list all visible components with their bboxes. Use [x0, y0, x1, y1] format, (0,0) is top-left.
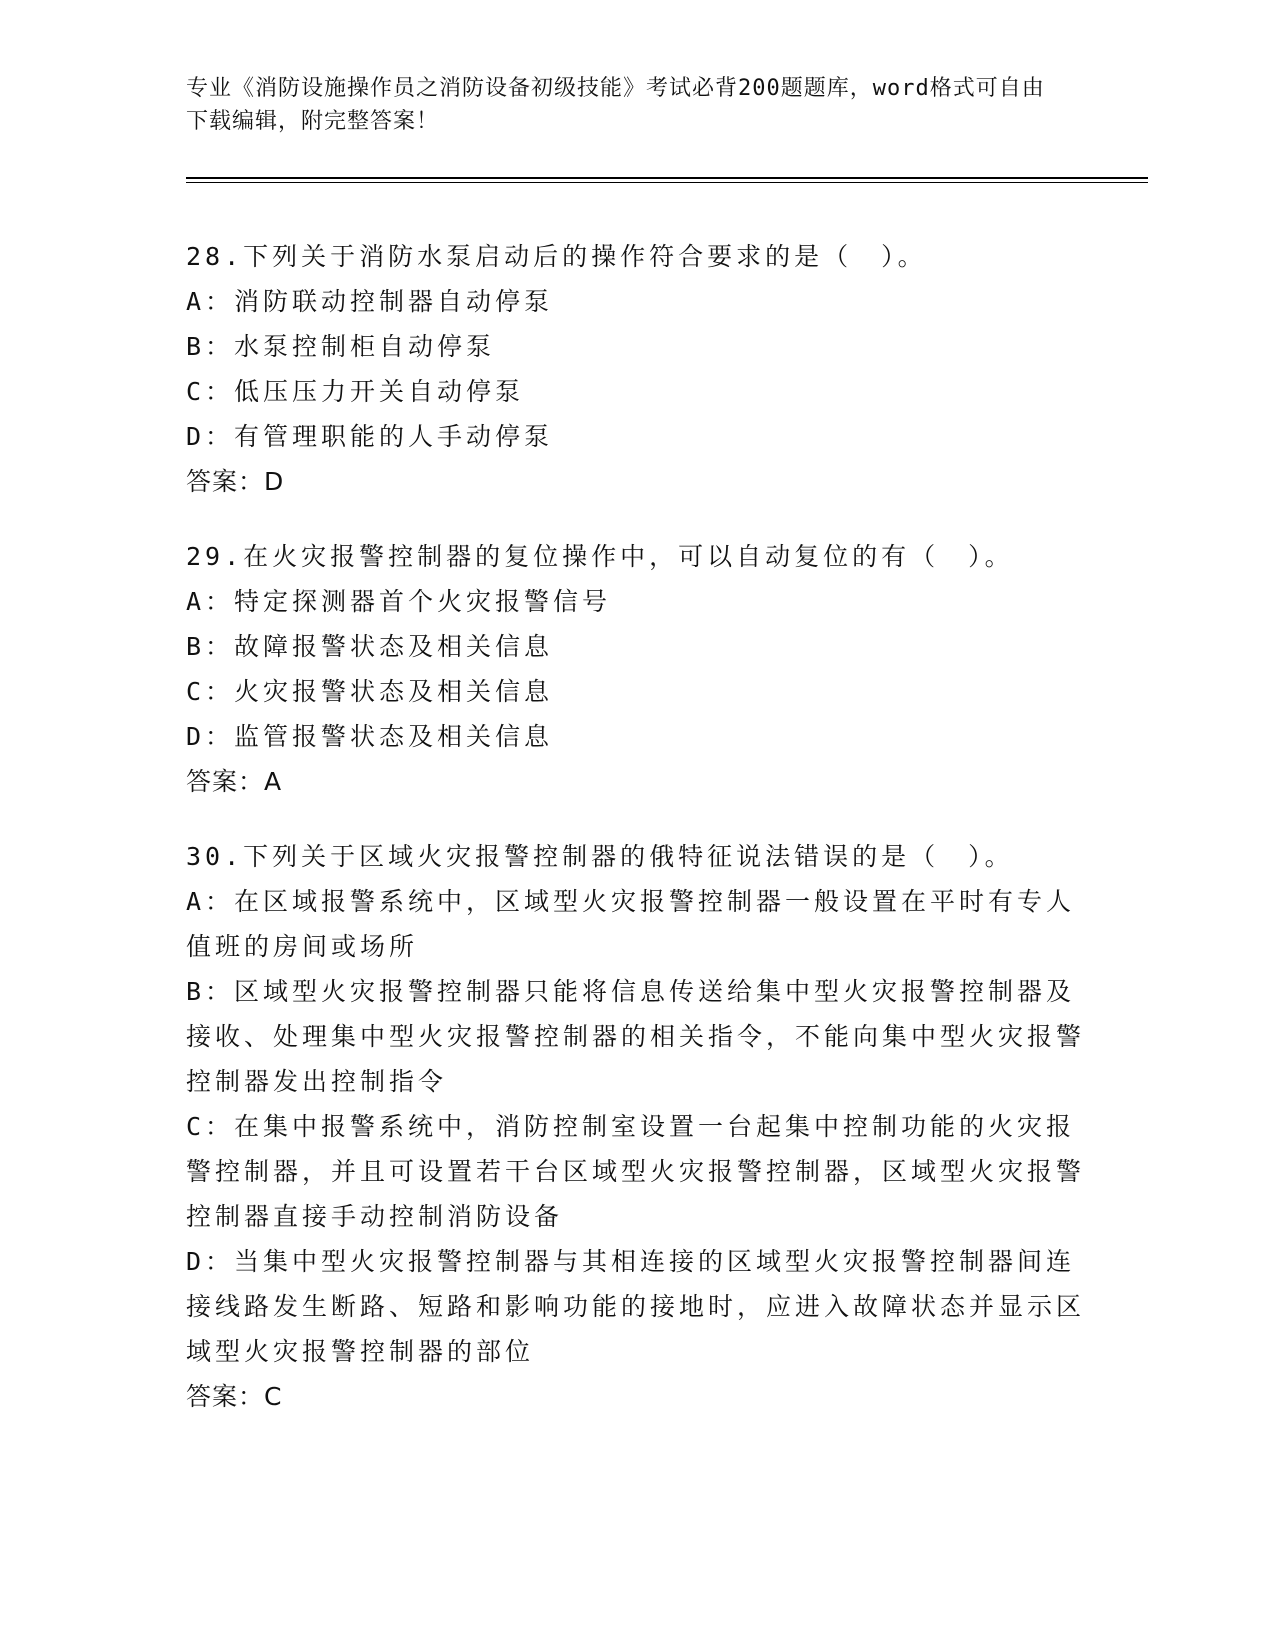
question-30 [186, 834, 1086, 1419]
answer-line: 答案：A [186, 767, 283, 796]
option-c: C：在集中报警系统中，消防控制室设置一台起集中控制功能的火灾报警控制器，并且可设置若干台区域型火灾报警控制器，区域型火灾报警控制器直接手动控制消防设备 [186, 1112, 1086, 1231]
option-d: D：监管报警状态及相关信息 [186, 722, 554, 751]
option-b: B：水泵控制柜自动停泵 [186, 332, 496, 361]
question-list [186, 234, 1086, 1449]
document-header [186, 72, 1066, 138]
option-b: B：区域型火灾报警控制器只能将信息传送给集中型火灾报警控制器及接收、处理集中型火灾报警控制器的相关指令，不能向集中型火灾报警控制器发出控制指令 [186, 977, 1086, 1096]
header-divider-thick [186, 177, 1148, 179]
option-d: D：当集中型火灾报警控制器与其相连接的区域型火灾报警控制器间连接线路发生断路、短路和影响功能的接地时，应进入故障状态并显示区域型火灾报警控制器的部位 [186, 1247, 1086, 1366]
question-29 [186, 534, 1086, 804]
option-b: B：故障报警状态及相关信息 [186, 632, 554, 661]
question-stem: 29.在火灾报警控制器的复位操作中，可以自动复位的有（ ）。 [186, 542, 1014, 571]
option-c: C：火灾报警状态及相关信息 [186, 677, 554, 706]
option-c: C：低压压力开关自动停泵 [186, 377, 525, 406]
option-a: A：消防联动控制器自动停泵 [186, 287, 554, 316]
question-stem: 28.下列关于消防水泵启动后的操作符合要求的是（ ）。 [186, 242, 927, 271]
option-a: A：特定探测器首个火灾报警信号 [186, 587, 612, 616]
header-title: 专业《消防设施操作员之消防设备初级技能》考试必背200题题库，word格式可自由下载编辑，附完整答案！ [186, 76, 1045, 134]
answer-line: 答案：D [186, 467, 285, 496]
answer-line: 答案：C [186, 1382, 283, 1411]
option-a: A：在区域报警系统中，区域型火灾报警控制器一般设置在平时有专人值班的房间或场所 [186, 887, 1076, 961]
question-28 [186, 234, 1086, 504]
header-divider-thin [186, 182, 1148, 183]
option-d: D：有管理职能的人手动停泵 [186, 422, 554, 451]
question-stem: 30.下列关于区域火灾报警控制器的俄特征说法错误的是（ ）。 [186, 842, 1014, 871]
